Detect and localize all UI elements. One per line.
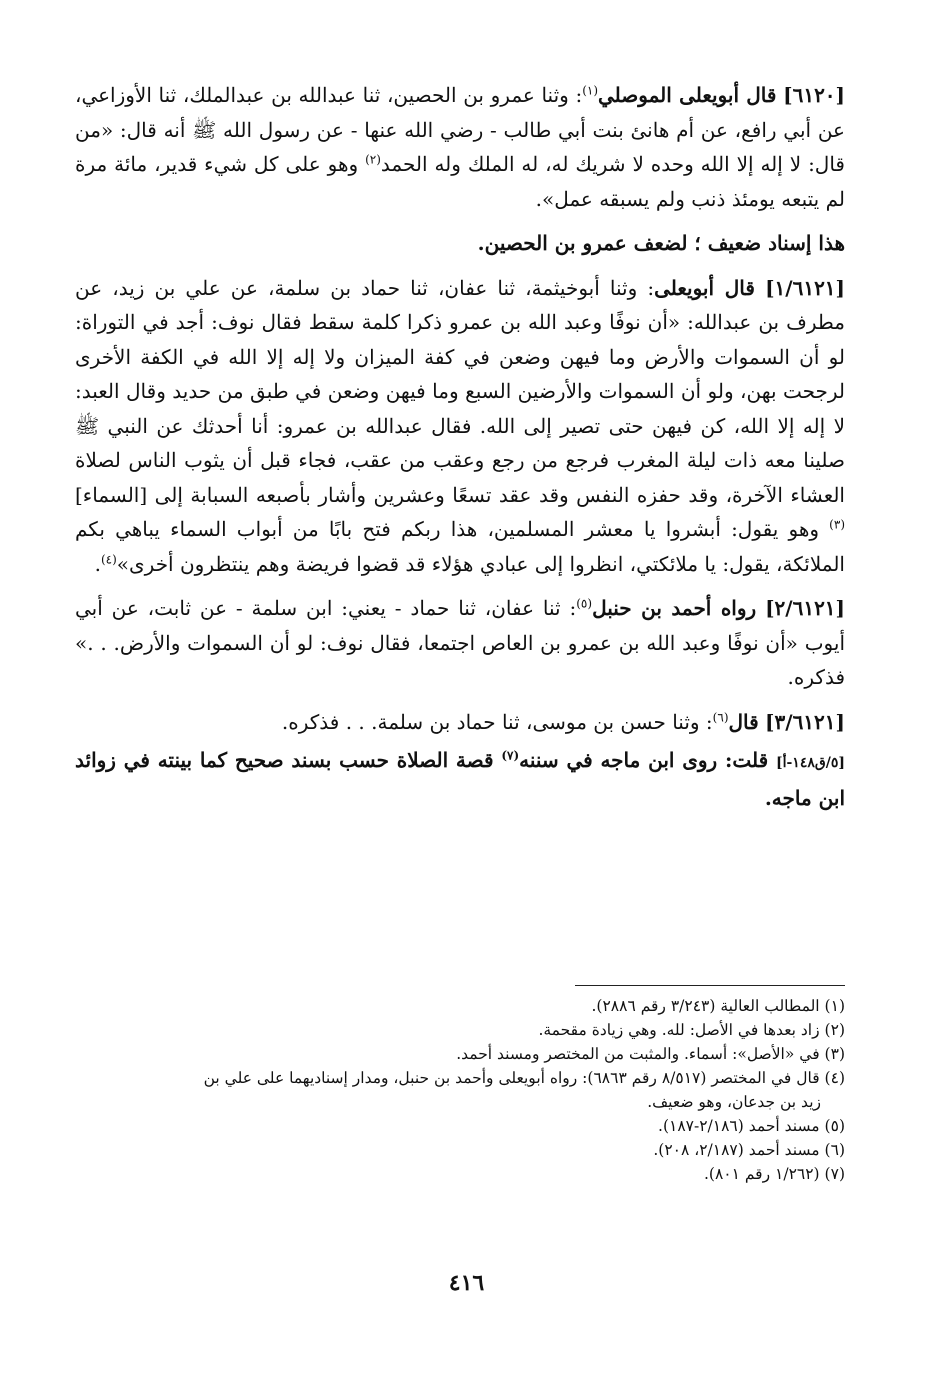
footnote-text: في «الأصل»: أسماء. والمثبت من المختصر ومسند أحمد. xyxy=(456,1045,820,1063)
footnote-number: (٤) xyxy=(824,1069,845,1087)
footnote-text: زاد بعدها في الأصل: لله. وهي زيادة مقحمة. xyxy=(538,1021,820,1039)
footnote-item xyxy=(75,1042,845,1066)
hadith-text: : وثنا أبوخيثمة، ثنا عفان، ثنا حماد بن سلمة، عن علي بن زيد، عن مطرف بن عبدالله: «أن نوفًا وعبد الله بن عمرو ذكرا كلمة سقط فقال نوف: أجد في التوراة: لو أن السموات والأرض وما فيهن وضعن في كفة الميزان ولا إله إلا الله في الكفة الأخرى لرجحت بهن، ولو أن السموات والأرضين السبع وما فيهن وضعن في طبق من حديد وقال العبد: لا إله إلا الله، كن فيهن حتى تصير إلى الله. فقال عبدالله بن عمرو: أنا أحدثك عن النبي ﷺ صلينا معه ذات ليلة المغرب فرجع من رجع وعقب من عقب، فجاء قبل أن يثوب الناس لصلاة العشاء الآخرة، وقد حفزه النفس وقد عقد تسعًا وعشرين وأشار بأصبعه السبابة إلى [السماء] xyxy=(75,275,845,507)
hadith-text: وهو يقول: أبشروا يا معشر المسلمين، هذا ربكم فتح بابًا من أبواب السماء يباهي بكم الملائكة، يقول: يا ملائكتي، انظروا إلى عبادي هؤلاء قد قضوا فريضة وهم ينتظرون أخرى» xyxy=(75,517,845,576)
footnote-ref: (١) xyxy=(582,83,599,98)
footnote-item xyxy=(75,994,845,1018)
manuscript-folio: [٥/ق١٤٨-أ] xyxy=(775,755,845,771)
hadith-text: : ثنا عفان، ثنا حماد - يعني: ابن سلمة - عن ثابت، عن أبي أيوب «أن نوفًا وعبد الله بن عمرو بن العاص اجتمعا، فقال نوف: لو أن السموات والأرض. . .» فذكره. xyxy=(75,596,845,689)
hadith-6120 xyxy=(75,78,845,216)
footnote-item xyxy=(75,1066,845,1114)
note-heading: قلت xyxy=(732,748,769,772)
footnote-ref: (٢) xyxy=(365,152,381,167)
footnote-ref: (٦) xyxy=(712,709,729,724)
footnote-item xyxy=(75,1114,845,1138)
footnote-text: المطالب العالية (٣/٢٤٣ رقم ٢٨٨٦). xyxy=(591,997,820,1015)
hadith-heading: قال أبويعلى الموصلي xyxy=(598,83,777,107)
footnote-text: مسند أحمد (٢/١٨٧، ٢٠٨). xyxy=(653,1141,820,1159)
hadith-6121-2 xyxy=(75,591,845,695)
hadith-text: : وثنا عمرو بن الحصين، ثنا عبدالله بن عبدالملك، ثنا الأوزاعي، عن أبي رافع، عن أم هانئ بنت أبي طالب - رضي الله عنها - عن رسول الله ﷺ أنه قال: «من قال: لا إله إلا الله وحده لا شريك له، له الملك وله الحمد xyxy=(75,83,845,176)
note-text: : روى ابن ماجه في سننه xyxy=(519,748,733,772)
hadith-heading: قال أبويعلى xyxy=(654,275,755,300)
hadith-number: [٣/٦١٢١] xyxy=(765,709,845,734)
footnote-divider xyxy=(575,985,845,986)
hadith-number: [٦١٢٠] xyxy=(783,83,846,107)
footnote-ref: (٤) xyxy=(100,551,117,566)
footnote-number: (٧) xyxy=(824,1165,845,1183)
hadith-text: : وثنا حسن بن موسى، ثنا حماد بن سلمة. . . فذكره. xyxy=(281,709,713,734)
footnote-ref: (٧) xyxy=(501,748,520,763)
footnote-text: (١/٢٦٢ رقم ٨٠١). xyxy=(703,1165,820,1183)
footnote-item xyxy=(75,1162,845,1186)
hadith-heading: رواه أحمد بن حنبل xyxy=(592,596,757,620)
footnote-continuation: زيد بن جدعان، وهو ضعيف. xyxy=(647,1093,821,1111)
footnote-text: مسند أحمد (٢/١٨٦-١٨٧). xyxy=(658,1117,820,1135)
note-text: قصة الصلاة حسب بسند صحيح كما بينته في زوائد ابن ماجه. xyxy=(75,748,845,810)
footnote-item xyxy=(75,1138,845,1162)
hadith-number: [٢/٦١٢١] xyxy=(765,596,846,620)
hadith-text: . xyxy=(94,551,101,576)
hadith-heading: قال xyxy=(728,709,759,734)
footnote-ref: (٣) xyxy=(829,517,845,532)
footnote-text: قال في المختصر (٨/٥١٧ رقم ٦٨٦٣): رواه أبويعلى وأحمد بن حنبل، ومدار إسناديهما على علي بن xyxy=(203,1069,820,1087)
isnad-judgment: هذا إسناد ضعيف ؛ لضعف عمرو بن الحصين. xyxy=(477,231,845,255)
footnotes xyxy=(75,994,845,1186)
footnote-number: (٣) xyxy=(824,1045,845,1063)
page-number: ٤١٦ xyxy=(448,1270,485,1296)
footnote-number: (٥) xyxy=(824,1117,845,1135)
footnote-ref: (٥) xyxy=(576,596,593,611)
hadith-6121-3 xyxy=(75,705,845,740)
author-note xyxy=(75,743,845,815)
footnote-number: (١) xyxy=(824,997,845,1015)
footnote-item xyxy=(75,1018,845,1042)
hadith-number: [١/٦١٢١] xyxy=(765,275,846,300)
footnote-number: (٦) xyxy=(824,1141,845,1159)
footnote-number: (٢) xyxy=(824,1021,845,1039)
main-text xyxy=(75,78,845,825)
hadith-text: وهو على كل شيء قدير، مائة مرة لم يتبعه يومئذ ذنب ولم يسبقه عمل». xyxy=(75,152,845,211)
hadith-6121-1 xyxy=(75,271,845,582)
